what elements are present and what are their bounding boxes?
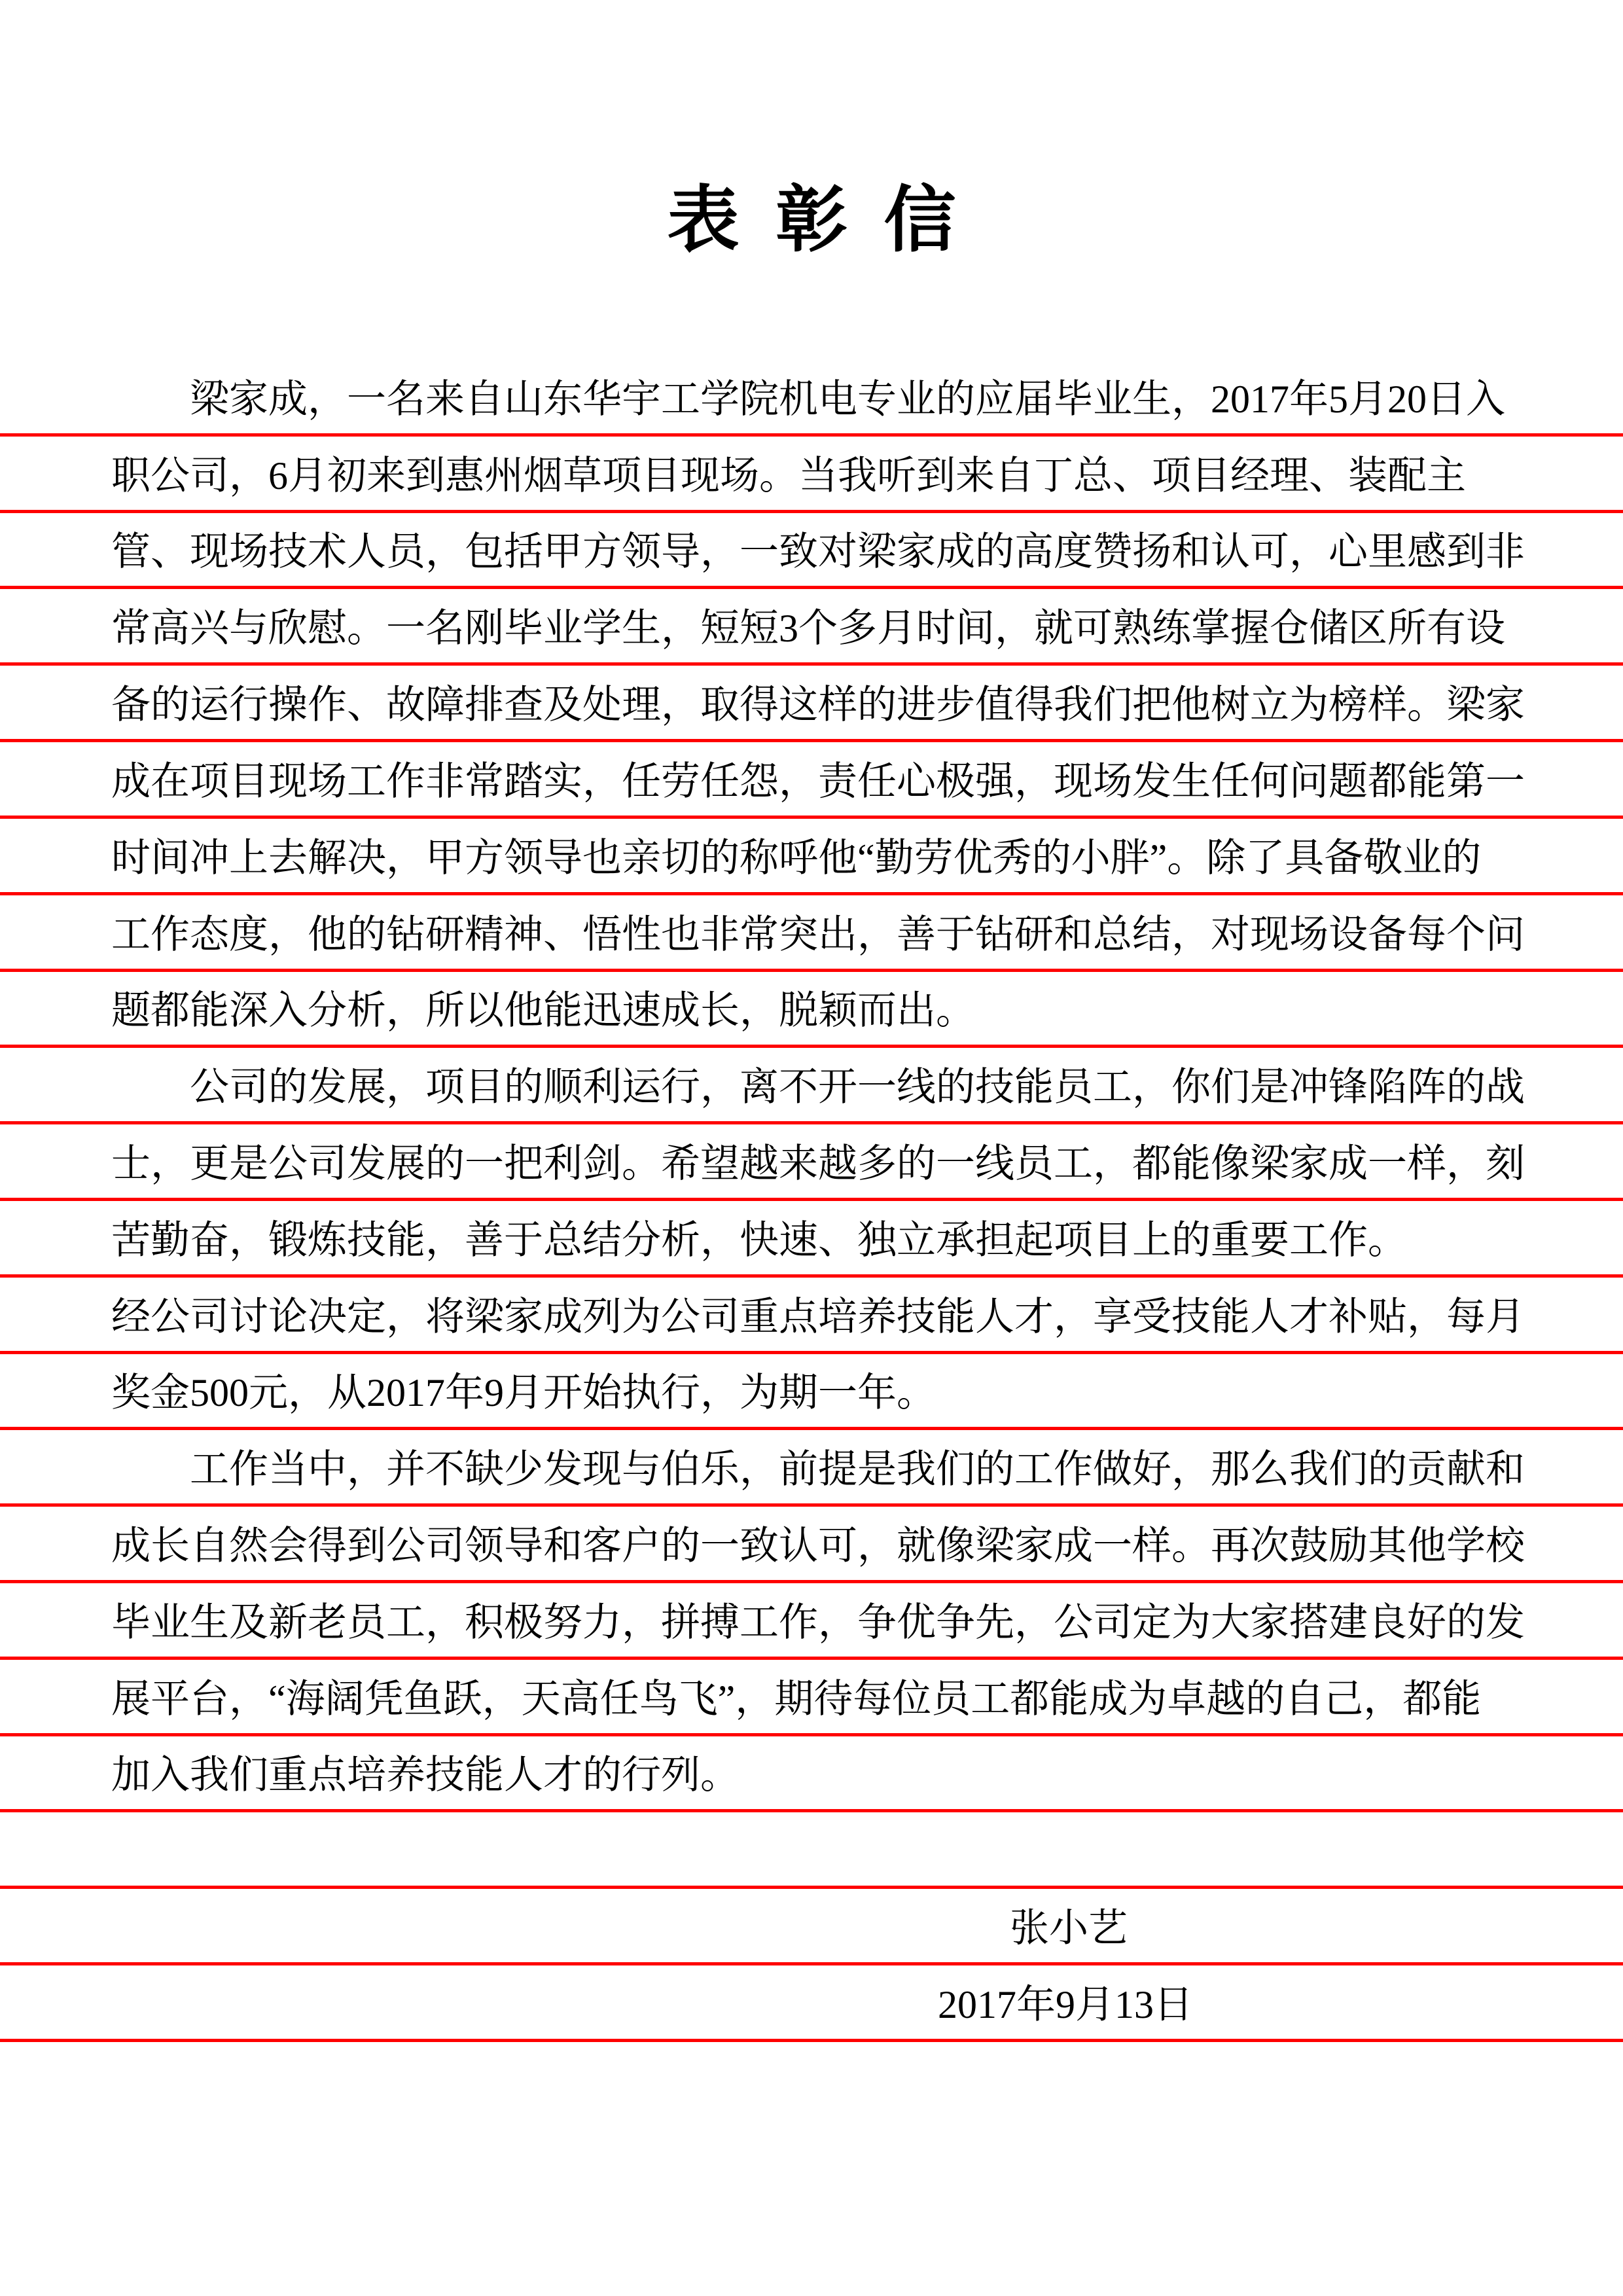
empty-ruled-line-text bbox=[111, 1871, 1512, 1886]
empty-ruled-line bbox=[0, 1812, 1623, 1889]
body-line-text: 展平台，“海阔凭鱼跃，天高任鸟飞”，期待每位员工都能成为卓越的自己，都能 bbox=[111, 1677, 1482, 1721]
letter-title: 表 彰 信 bbox=[667, 181, 965, 260]
body-line bbox=[0, 972, 1623, 1049]
body-line bbox=[0, 1583, 1623, 1660]
body-line-text: 士，更是公司发展的一把利剑。希望越来越多的一线员工，都能像梁家成一样，刻 bbox=[111, 1141, 1525, 1185]
body-line bbox=[0, 1736, 1623, 1813]
body-line-text: 经公司讨论决定，将梁家成列为公司重点培养技能人才，享受技能人才补贴，每月 bbox=[111, 1295, 1525, 1338]
signature-line-text: 张小艺 bbox=[1010, 1907, 1128, 1950]
body-line bbox=[0, 1354, 1623, 1431]
body-line-text: 梁家成，一名来自山东华宇工学院机电专业的应届毕业生，2017年5月20日入 bbox=[190, 377, 1505, 421]
body-line-text: 题都能深入分析，所以他能迅速成长，脱颖而出。 bbox=[111, 989, 975, 1033]
body-line-text: 奖金500元，从2017年9月开始执行，为期一年。 bbox=[111, 1371, 936, 1415]
body-line-text: 备的运行操作、故障排查及处理，取得这样的进步值得我们把他树立为榜样。梁家 bbox=[111, 683, 1525, 727]
body-line-text: 毕业生及新老员工，积极努力，拼搏工作，争优争先，公司定为大家搭建良好的发 bbox=[111, 1600, 1525, 1644]
body-line bbox=[0, 589, 1623, 666]
body-line-text: 管、现场技术人员，包括甲方领导，一致对梁家成的高度赞扬和认可，心里感到非 bbox=[111, 530, 1525, 574]
body-line-text: 加入我们重点培养技能人才的行列。 bbox=[111, 1753, 740, 1797]
signature-line bbox=[0, 1889, 1623, 1965]
body-line-text: 职公司，6月初来到惠州烟草项目现场。当我听到来自丁总、项目经理、装配主 bbox=[111, 454, 1466, 497]
date-line-text: 2017年9月13日 bbox=[938, 1982, 1193, 2026]
body-line-text: 成长自然会得到公司领导和客户的一致认可，就像梁家成一样。再次鼓励其他学校 bbox=[111, 1524, 1525, 1568]
body-line bbox=[0, 742, 1623, 819]
body-line bbox=[0, 1124, 1623, 1201]
body-line bbox=[0, 1430, 1623, 1507]
date-line bbox=[0, 1965, 1623, 2042]
body-line-text: 工作当中，并不缺少发现与伯乐，前提是我们的工作做好，那么我们的贡献和 bbox=[190, 1448, 1525, 1492]
body-line bbox=[0, 360, 1623, 437]
body-line bbox=[0, 895, 1623, 972]
body-line bbox=[0, 513, 1623, 590]
body-line bbox=[0, 1048, 1623, 1124]
body-line-text: 苦勤奋，锻炼技能，善于总结分析，快速、独立承担起项目上的重要工作。 bbox=[111, 1218, 1407, 1262]
body-line-text: 工作态度，他的钻研精神、悟性也非常突出，善于钻研和总结，对现场设备每个问 bbox=[111, 912, 1525, 956]
body-line-text: 时间冲上去解决，甲方领导也亲切的称呼他“勤劳优秀的小胖”。除了具备敬业的 bbox=[111, 836, 1482, 880]
body-line-text: 常高兴与欣慰。一名刚毕业学生，短短3个多月时间，就可熟练掌握仓储区所有设 bbox=[111, 607, 1505, 651]
body-line bbox=[0, 666, 1623, 742]
body-line bbox=[0, 1507, 1623, 1583]
body-line-text: 成在项目现场工作非常踏实，任劳任怨，责任心极强，现场发生任何问题都能第一 bbox=[111, 759, 1525, 803]
body-line bbox=[0, 437, 1623, 513]
body-line bbox=[0, 1201, 1623, 1278]
ruled-letter-body bbox=[0, 360, 1623, 2042]
body-line bbox=[0, 1278, 1623, 1354]
body-line bbox=[0, 819, 1623, 895]
body-line-text: 公司的发展，项目的顺利运行，离不开一线的技能员工，你们是冲锋陷阵的战 bbox=[190, 1066, 1525, 1109]
body-line bbox=[0, 1660, 1623, 1736]
